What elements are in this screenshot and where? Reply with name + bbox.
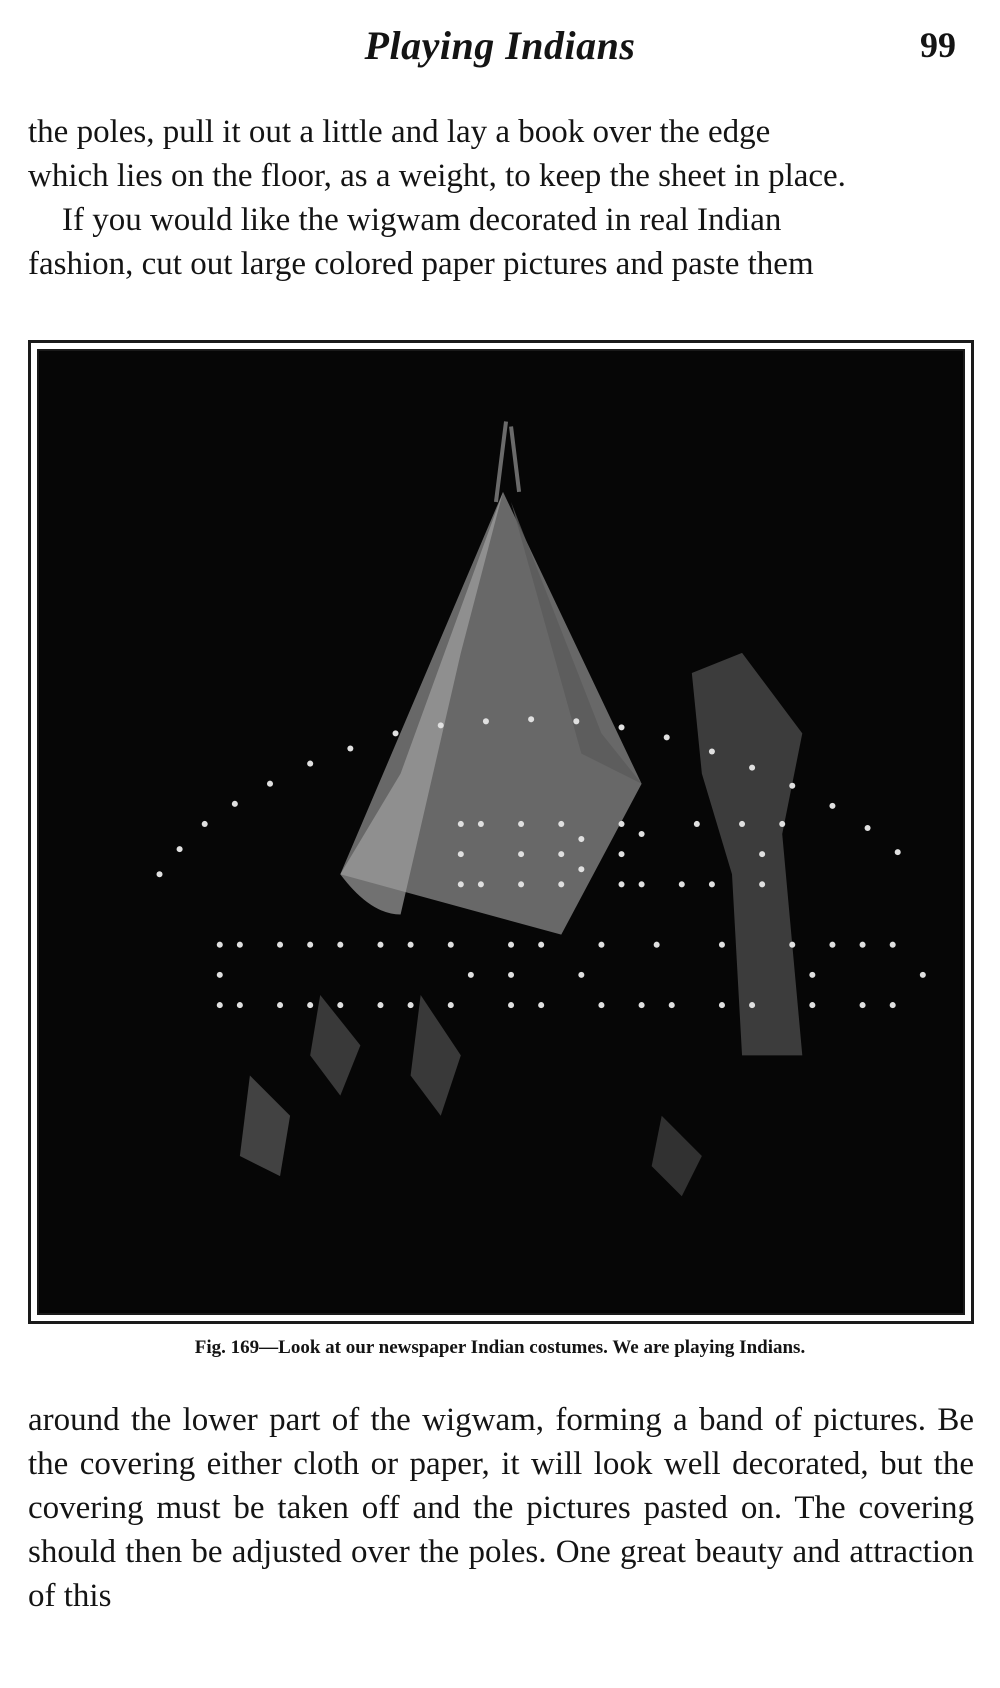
text-line: fashion, cut out large colored paper pictures and paste them (28, 246, 814, 282)
figure-caption: Fig. 169—Look at our newspaper Indian costumes. We are playing Indians. (194, 1337, 806, 1358)
running-title: Playing Indians (364, 23, 636, 68)
running-head (0, 22, 1000, 72)
bottom-paragraph: around the lower part of the wigwam, forming a band of pictures. Be the covering either cloth or paper, it will look well decorated, but the covering must be taken off and the pictures pasted on. The covering should then be adjusted over the poles. One great beauty and attraction of this (28, 1402, 974, 1614)
page-number: 99 (920, 25, 956, 65)
wigwam-photo (37, 349, 965, 1315)
text-line: If you would like the wigwam decorated in real Indian (62, 202, 782, 238)
photo-illustration (39, 351, 963, 1313)
figure-frame (28, 340, 974, 1324)
text-line: which lies on the floor, as a weight, to keep the sheet in place. (28, 158, 846, 194)
top-text-block (28, 110, 974, 286)
text-line: the poles, pull it out a little and lay a book over the edge (28, 114, 771, 150)
